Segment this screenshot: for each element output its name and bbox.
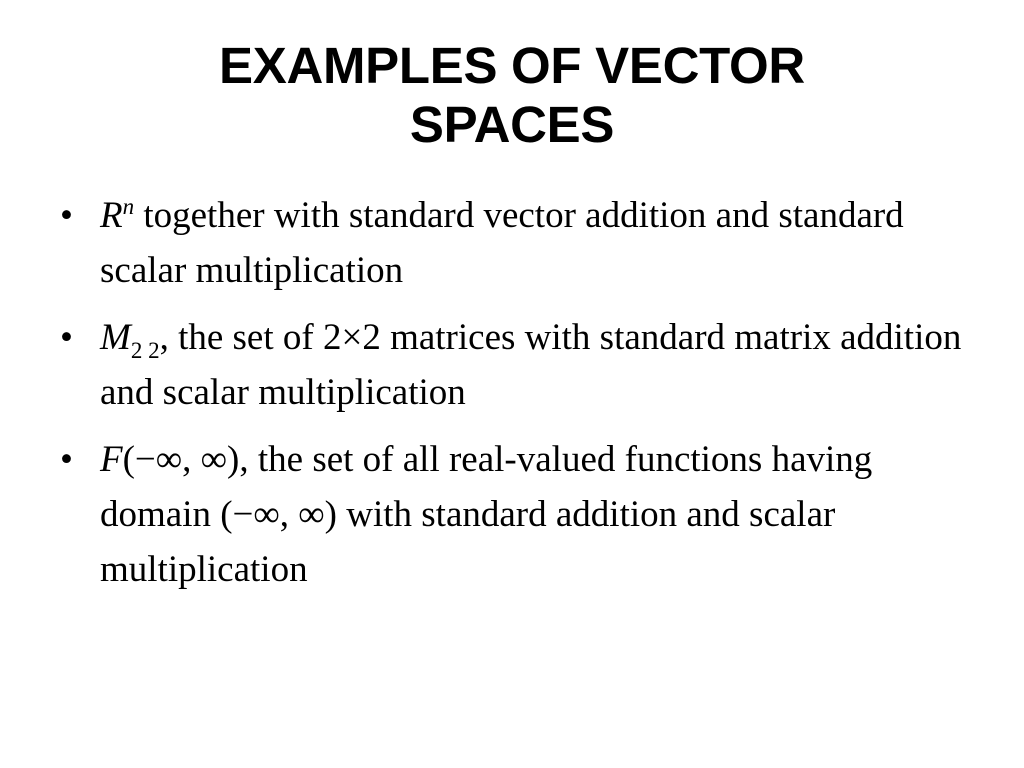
bullet-item-m22	[56, 310, 976, 420]
bullet-symbol: R	[100, 195, 123, 236]
bullet-marker: •	[60, 439, 73, 480]
bullet-list	[56, 188, 976, 609]
bullet-symbol: F	[100, 439, 123, 480]
bullet-text: (−∞, ∞), the set of all real-valued functions having domain (−∞, ∞) with standard addition and scalar multiplication	[100, 439, 873, 590]
bullet-text: together with standard vector addition and standard scalar multiplication	[100, 195, 904, 291]
bullet-superscript: n	[122, 194, 135, 219]
bullet-subscript: 2 2	[130, 338, 160, 363]
bullet-item-rn	[56, 188, 976, 298]
title-line-2: SPACES	[409, 96, 615, 153]
bullet-marker: •	[60, 317, 73, 358]
bullet-text: , the set of 2×2 matrices with standard matrix addition and scalar multiplication	[100, 317, 962, 413]
slide-title	[0, 36, 1024, 154]
bullet-symbol: M	[100, 317, 131, 358]
bullet-marker: •	[60, 195, 73, 236]
title-line-1: EXAMPLES OF VECTOR	[219, 37, 805, 94]
bullet-item-f	[56, 432, 976, 597]
